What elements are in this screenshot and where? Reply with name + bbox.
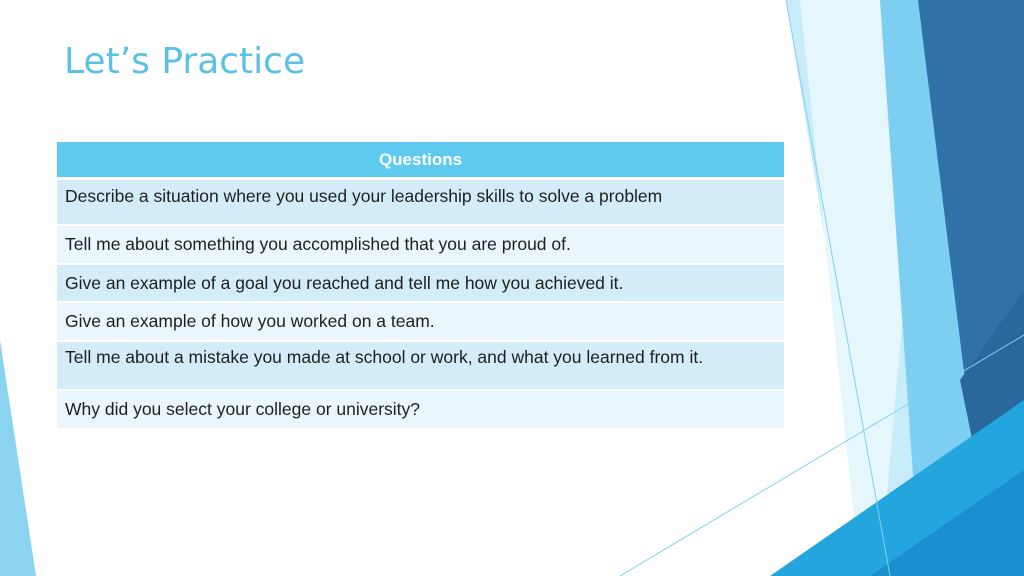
slide-title: Let’s Practice	[64, 41, 306, 82]
table-row	[57, 225, 784, 264]
table-row	[57, 264, 784, 302]
questions-column-header: Questions	[57, 142, 784, 179]
table-header-row	[57, 142, 784, 179]
question-cell: Tell me about a mistake you made at school or work, and what you learned from it.	[57, 341, 784, 390]
table-row	[57, 390, 784, 428]
question-cell: Tell me about something you accomplished that you are proud of.	[57, 225, 784, 264]
table-row	[57, 179, 784, 226]
question-cell: Give an example of a goal you reached and tell me how you achieved it.	[57, 264, 784, 302]
question-cell: Give an example of how you worked on a team.	[57, 302, 784, 341]
left-edge-wedge	[0, 340, 36, 576]
questions-table	[57, 142, 784, 428]
table-row	[57, 302, 784, 341]
question-cell: Why did you select your college or university?	[57, 390, 784, 428]
question-cell: Describe a situation where you used your leadership skills to solve a problem	[57, 179, 784, 226]
table-row	[57, 341, 784, 390]
